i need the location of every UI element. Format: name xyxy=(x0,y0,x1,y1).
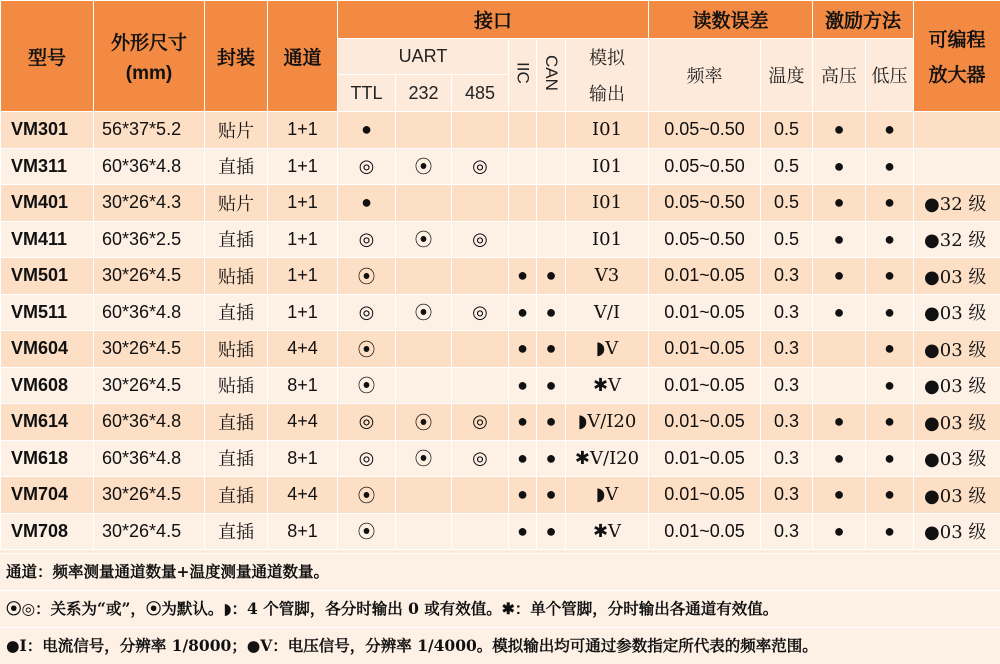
cell-low: ● xyxy=(866,185,914,222)
cell-can: ● xyxy=(537,294,566,331)
header-can xyxy=(537,39,566,112)
header-dims-unit: (mm) xyxy=(125,62,173,84)
cell-low: ● xyxy=(866,477,914,514)
cell-232 xyxy=(396,331,452,368)
header-low: 低压 xyxy=(866,39,914,112)
cell-channels: 1+1 xyxy=(268,258,338,295)
cell-ttl: ◎ xyxy=(338,221,396,258)
cell-freq: 0.01~0.05 xyxy=(649,513,761,550)
cell-package: 直插 xyxy=(205,221,268,258)
cell-amp xyxy=(914,112,1000,149)
note-signals: ●I：电流信号，分辨率 1/8000；●V：电压信号，分辨率 1/4000。模拟输出均可通过参数指定所代表的频率范围。 xyxy=(0,627,1000,664)
cell-channels: 8+1 xyxy=(268,513,338,550)
header-error: 读数误差 xyxy=(649,1,813,39)
table-row xyxy=(1,148,1000,185)
cell-package: 贴插 xyxy=(205,258,268,295)
header-485: 485 xyxy=(452,75,509,112)
cell-232: ⦿ xyxy=(396,404,452,441)
cell-channels: 1+1 xyxy=(268,185,338,222)
cell-dims: 30*26*4.3 xyxy=(94,185,205,222)
cell-high: ● xyxy=(813,185,866,222)
cell-channels: 4+4 xyxy=(268,404,338,441)
cell-model: VM704 xyxy=(1,477,94,514)
cell-high: ● xyxy=(813,112,866,149)
cell-model: VM511 xyxy=(1,294,94,331)
header-amp xyxy=(914,1,1000,112)
cell-485 xyxy=(452,112,509,149)
cell-485 xyxy=(452,513,509,550)
cell-can: ● xyxy=(537,404,566,441)
cell-dims: 30*26*4.5 xyxy=(94,513,205,550)
cell-ttl: ⦿ xyxy=(338,258,396,295)
cell-dims: 60*36*4.8 xyxy=(94,148,205,185)
cell-high xyxy=(813,367,866,404)
cell-temp: 0.3 xyxy=(761,258,813,295)
cell-temp: 0.3 xyxy=(761,440,813,477)
cell-232 xyxy=(396,513,452,550)
cell-analog: I01 xyxy=(566,112,649,149)
cell-analog: ✱V/I20 xyxy=(566,440,649,477)
cell-freq: 0.05~0.50 xyxy=(649,148,761,185)
header-temp: 温度 xyxy=(761,39,813,112)
cell-channels: 1+1 xyxy=(268,294,338,331)
cell-can: ● xyxy=(537,440,566,477)
cell-amp: ●03 级 xyxy=(914,440,1000,477)
header-interface: 接口 xyxy=(338,1,649,39)
cell-analog: ◗V xyxy=(566,331,649,368)
cell-temp: 0.3 xyxy=(761,404,813,441)
cell-freq: 0.01~0.05 xyxy=(649,331,761,368)
cell-low: ● xyxy=(866,404,914,441)
cell-freq: 0.01~0.05 xyxy=(649,440,761,477)
cell-package: 贴片 xyxy=(205,112,268,149)
cell-low: ● xyxy=(866,258,914,295)
cell-232 xyxy=(396,477,452,514)
cell-can: ● xyxy=(537,477,566,514)
cell-iic: ● xyxy=(509,477,537,514)
cell-232 xyxy=(396,258,452,295)
cell-amp xyxy=(914,148,1000,185)
header-iic xyxy=(509,39,537,112)
cell-485 xyxy=(452,258,509,295)
cell-freq: 0.01~0.05 xyxy=(649,367,761,404)
cell-dims: 56*37*5.2 xyxy=(94,112,205,149)
cell-485: ◎ xyxy=(452,148,509,185)
cell-package: 直插 xyxy=(205,404,268,441)
cell-channels: 1+1 xyxy=(268,221,338,258)
table-row xyxy=(1,221,1000,258)
cell-analog: I01 xyxy=(566,148,649,185)
cell-temp: 0.3 xyxy=(761,513,813,550)
table-row xyxy=(1,112,1000,149)
header-model: 型号 xyxy=(1,1,94,112)
cell-freq: 0.01~0.05 xyxy=(649,404,761,441)
cell-232: ⦿ xyxy=(396,148,452,185)
cell-can xyxy=(537,148,566,185)
cell-232 xyxy=(396,185,452,222)
cell-485 xyxy=(452,331,509,368)
header-analog-label2: 输出 xyxy=(589,84,625,104)
cell-analog: ✱V xyxy=(566,367,649,404)
cell-temp: 0.5 xyxy=(761,221,813,258)
cell-can: ● xyxy=(537,513,566,550)
header-excite: 激励方法 xyxy=(813,1,914,39)
cell-ttl: ◎ xyxy=(338,294,396,331)
cell-232 xyxy=(396,367,452,404)
table-row xyxy=(1,367,1000,404)
cell-analog: I01 xyxy=(566,185,649,222)
cell-can: ● xyxy=(537,258,566,295)
header-package: 封装 xyxy=(205,1,268,112)
cell-ttl: ⦿ xyxy=(338,367,396,404)
cell-model: VM411 xyxy=(1,221,94,258)
cell-dims: 60*36*4.8 xyxy=(94,404,205,441)
cell-low: ● xyxy=(866,294,914,331)
cell-high: ● xyxy=(813,294,866,331)
cell-analog: ◗V xyxy=(566,477,649,514)
cell-485: ◎ xyxy=(452,221,509,258)
header-dims xyxy=(94,1,205,112)
header-high: 高压 xyxy=(813,39,866,112)
table-body xyxy=(1,112,1000,550)
cell-dims: 60*36*4.8 xyxy=(94,440,205,477)
cell-iic: ● xyxy=(509,440,537,477)
header-channels: 通道 xyxy=(268,1,338,112)
header-iic-label: IIC xyxy=(513,61,533,84)
cell-dims: 60*36*2.5 xyxy=(94,221,205,258)
header-can-label: CAN xyxy=(542,54,561,91)
cell-package: 直插 xyxy=(205,513,268,550)
cell-analog: ✱V xyxy=(566,513,649,550)
cell-channels: 8+1 xyxy=(268,440,338,477)
cell-low: ● xyxy=(866,440,914,477)
cell-can xyxy=(537,185,566,222)
cell-dims: 30*26*4.5 xyxy=(94,367,205,404)
cell-can: ● xyxy=(537,367,566,404)
cell-model: VM401 xyxy=(1,185,94,222)
cell-iic: ● xyxy=(509,367,537,404)
cell-temp: 0.3 xyxy=(761,331,813,368)
note-channels: 通道：频率测量通道数量+温度测量通道数量。 xyxy=(0,553,1000,590)
cell-model: VM618 xyxy=(1,440,94,477)
cell-analog: ◗V/I20 xyxy=(566,404,649,441)
cell-high xyxy=(813,331,866,368)
cell-232 xyxy=(396,112,452,149)
cell-amp: ●32 级 xyxy=(914,185,1000,222)
cell-iic: ● xyxy=(509,294,537,331)
cell-model: VM301 xyxy=(1,112,94,149)
cell-high: ● xyxy=(813,148,866,185)
cell-temp: 0.5 xyxy=(761,185,813,222)
cell-ttl: ● xyxy=(338,185,396,222)
cell-package: 直插 xyxy=(205,477,268,514)
cell-low: ● xyxy=(866,221,914,258)
cell-channels: 4+4 xyxy=(268,477,338,514)
cell-channels: 8+1 xyxy=(268,367,338,404)
cell-iic xyxy=(509,148,537,185)
cell-analog: V3 xyxy=(566,258,649,295)
header-analog-label: 模拟 xyxy=(589,48,625,68)
cell-dims: 60*36*4.8 xyxy=(94,294,205,331)
cell-high: ● xyxy=(813,258,866,295)
cell-temp: 0.3 xyxy=(761,477,813,514)
cell-can xyxy=(537,112,566,149)
cell-freq: 0.05~0.50 xyxy=(649,185,761,222)
cell-channels: 1+1 xyxy=(268,112,338,149)
cell-high: ● xyxy=(813,221,866,258)
cell-channels: 4+4 xyxy=(268,331,338,368)
header-amp-label2: 放大器 xyxy=(928,65,986,86)
cell-temp: 0.3 xyxy=(761,367,813,404)
cell-model: VM311 xyxy=(1,148,94,185)
cell-package: 贴插 xyxy=(205,331,268,368)
cell-low: ● xyxy=(866,367,914,404)
cell-freq: 0.05~0.50 xyxy=(649,221,761,258)
cell-dims: 30*26*4.5 xyxy=(94,258,205,295)
cell-low: ● xyxy=(866,513,914,550)
cell-low: ● xyxy=(866,112,914,149)
cell-package: 直插 xyxy=(205,294,268,331)
cell-ttl: ◎ xyxy=(338,148,396,185)
header-amp-label: 可编程 xyxy=(928,30,986,51)
cell-low: ● xyxy=(866,148,914,185)
cell-freq: 0.01~0.05 xyxy=(649,294,761,331)
cell-amp: ●03 级 xyxy=(914,294,1000,331)
notes xyxy=(0,553,1000,664)
note-symbols: ⦿◎：关系为“或”，⦿为默认。◗：4 个管脚，各分时输出 0 或有效值。✱：单个管脚，分时输出各通道有效值。 xyxy=(0,590,1000,627)
header-ttl: TTL xyxy=(338,75,396,112)
cell-232: ⦿ xyxy=(396,221,452,258)
cell-iic: ● xyxy=(509,404,537,441)
cell-temp: 0.5 xyxy=(761,148,813,185)
cell-485 xyxy=(452,185,509,222)
cell-temp: 0.5 xyxy=(761,112,813,149)
cell-amp: ●32 级 xyxy=(914,221,1000,258)
cell-amp: ●03 级 xyxy=(914,258,1000,295)
cell-amp: ●03 级 xyxy=(914,513,1000,550)
cell-can: ● xyxy=(537,331,566,368)
table-row xyxy=(1,294,1000,331)
cell-iic: ● xyxy=(509,331,537,368)
cell-package: 直插 xyxy=(205,148,268,185)
table-row xyxy=(1,185,1000,222)
cell-iic xyxy=(509,221,537,258)
cell-dims: 30*26*4.5 xyxy=(94,331,205,368)
cell-ttl: ◎ xyxy=(338,440,396,477)
header-analog xyxy=(566,39,649,112)
cell-232: ⦿ xyxy=(396,440,452,477)
cell-iic xyxy=(509,185,537,222)
cell-amp: ●03 级 xyxy=(914,404,1000,441)
header-dims-label: 外形尺寸 xyxy=(110,32,187,54)
cell-amp: ●03 级 xyxy=(914,367,1000,404)
cell-model: VM708 xyxy=(1,513,94,550)
cell-package: 贴插 xyxy=(205,367,268,404)
table-row xyxy=(1,258,1000,295)
cell-can xyxy=(537,221,566,258)
cell-ttl: ⦿ xyxy=(338,331,396,368)
cell-analog: I01 xyxy=(566,221,649,258)
cell-485 xyxy=(452,477,509,514)
cell-485: ◎ xyxy=(452,294,509,331)
cell-485 xyxy=(452,367,509,404)
cell-ttl: ● xyxy=(338,112,396,149)
cell-package: 贴片 xyxy=(205,185,268,222)
cell-analog: V/I xyxy=(566,294,649,331)
cell-model: VM608 xyxy=(1,367,94,404)
cell-freq: 0.01~0.05 xyxy=(649,477,761,514)
cell-high: ● xyxy=(813,440,866,477)
cell-ttl: ⦿ xyxy=(338,477,396,514)
table-row xyxy=(1,513,1000,550)
cell-dims: 30*26*4.5 xyxy=(94,477,205,514)
table-row xyxy=(1,440,1000,477)
cell-485: ◎ xyxy=(452,440,509,477)
cell-freq: 0.01~0.05 xyxy=(649,258,761,295)
cell-low: ● xyxy=(866,331,914,368)
cell-temp: 0.3 xyxy=(761,294,813,331)
cell-amp: ●03 级 xyxy=(914,331,1000,368)
cell-model: VM501 xyxy=(1,258,94,295)
cell-iic: ● xyxy=(509,513,537,550)
cell-ttl: ⦿ xyxy=(338,513,396,550)
cell-amp: ●03 级 xyxy=(914,477,1000,514)
cell-iic xyxy=(509,112,537,149)
cell-232: ⦿ xyxy=(396,294,452,331)
table-row xyxy=(1,477,1000,514)
cell-ttl: ◎ xyxy=(338,404,396,441)
cell-channels: 1+1 xyxy=(268,148,338,185)
header-232: 232 xyxy=(396,75,452,112)
cell-high: ● xyxy=(813,477,866,514)
cell-package: 直插 xyxy=(205,440,268,477)
header-uart: UART xyxy=(338,39,509,75)
cell-485: ◎ xyxy=(452,404,509,441)
table-row xyxy=(1,331,1000,368)
cell-high: ● xyxy=(813,513,866,550)
cell-freq: 0.05~0.50 xyxy=(649,112,761,149)
table-row xyxy=(1,404,1000,441)
cell-high: ● xyxy=(813,404,866,441)
header-freq: 频率 xyxy=(649,39,761,112)
cell-model: VM614 xyxy=(1,404,94,441)
cell-model: VM604 xyxy=(1,331,94,368)
cell-iic: ● xyxy=(509,258,537,295)
